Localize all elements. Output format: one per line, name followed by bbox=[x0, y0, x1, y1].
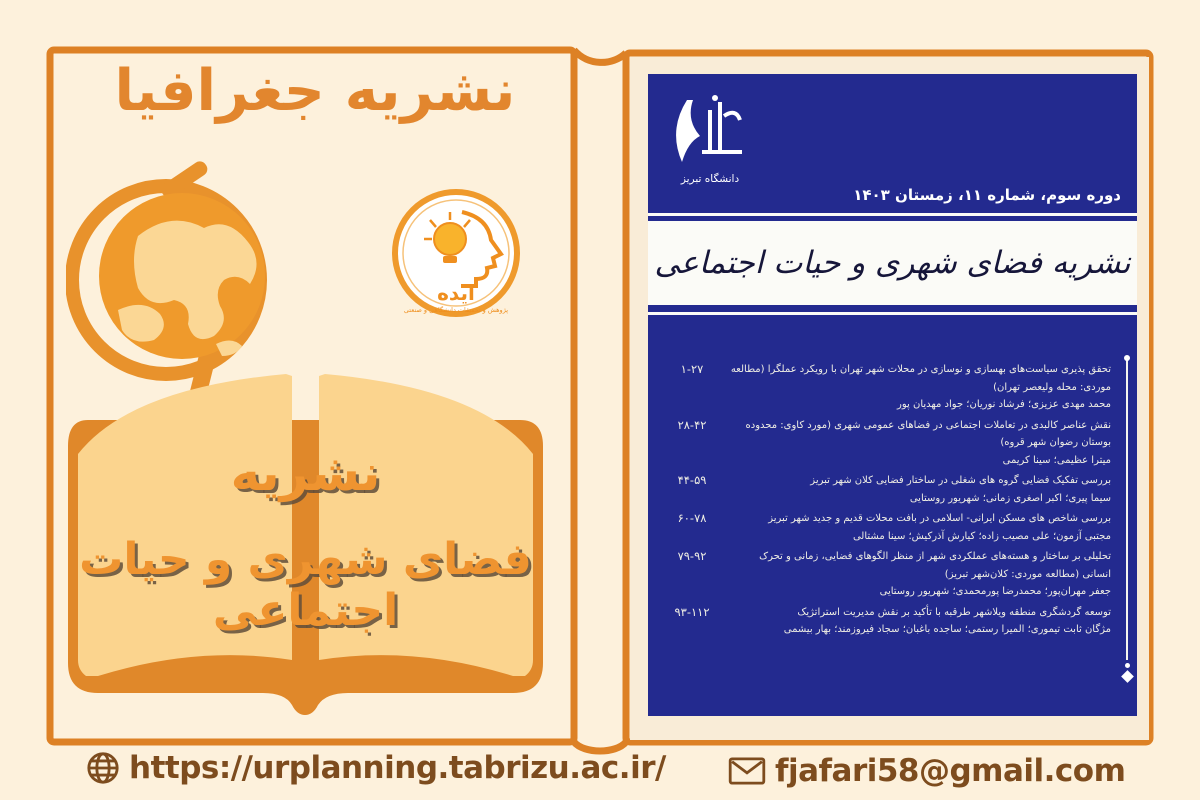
article-authors: جعفر مهران‌پور؛ محمدرضا پورمحمدی؛ شهریور روستایی bbox=[879, 586, 1111, 597]
article-authors: میترا عظیمی؛ سینا کریمی bbox=[1002, 454, 1111, 466]
article-authors: مجتبی آزمون؛ علی مصیب زاده؛ کیارش آذرکیش؛ سینا مشتالی bbox=[852, 530, 1111, 542]
page-range: ۲۸-۴۲ bbox=[677, 417, 707, 432]
divider-diamond bbox=[1121, 670, 1134, 683]
article-authors: سیما پیری؛ اکبر اصغری زمانی؛ شهریور روستایی bbox=[909, 492, 1111, 504]
title-band bbox=[648, 221, 1137, 305]
band-rule-bottom bbox=[648, 312, 1137, 315]
page-range: ۹۳-۱۱۲ bbox=[674, 604, 710, 619]
toc-row bbox=[656, 472, 1111, 507]
toc-divider-line bbox=[1126, 358, 1128, 660]
page-range: ۴۴-۵۹ bbox=[677, 473, 707, 487]
website-url: https://urplanning.tabrizu.ac.ir/ bbox=[129, 750, 666, 786]
toc-row bbox=[656, 604, 1111, 639]
globe-icon bbox=[86, 751, 120, 785]
book-title-line2: فضای شهری و حیات اجتماعی bbox=[79, 534, 532, 636]
divider-dot-bottom bbox=[1125, 663, 1130, 668]
article-title: تحقق پذیری سیاست‌های بهسازی و نوسازی در محلات شهر تهران با رویکرد عملگرا (مطالعه موردی: محله ولیعصر تهران) bbox=[730, 364, 1111, 393]
envelope-icon bbox=[728, 757, 766, 785]
lightbulb-icon bbox=[434, 223, 466, 255]
article-title: توسعه گردشگری منطقه ویلاشهر طرقبه با تأکید بر نقش مدیریت استراتژیک bbox=[797, 606, 1111, 618]
divider-dot-top bbox=[1124, 355, 1130, 361]
toc-row bbox=[656, 510, 1111, 545]
toc-row bbox=[656, 548, 1111, 601]
article-authors: محمد مهدی عزیزی؛ فرشاد نوریان؛ جواد مهدیان پور bbox=[897, 399, 1111, 410]
book-title-line1: نشریه bbox=[230, 444, 381, 502]
idea-logo-subtitle: پژوهش و تحقیقات دانشگاهی و صنعتی bbox=[403, 306, 509, 314]
article-title: بررسی تفکیک فضایی گروه های شغلی در ساختار فضایی کلان شهر تبریز bbox=[810, 475, 1111, 486]
journal-cover-page bbox=[630, 57, 1149, 740]
article-title: تحلیلی بر ساختار و هسته‌های عملکردی شهر از منظر الگوهای فضایی، زمانی و تحرک انسانی (مطالعه موردی: کلان‌شهر تبریز) bbox=[759, 551, 1111, 580]
idea-logo-name: ایده bbox=[437, 281, 475, 305]
toc-row bbox=[656, 361, 1111, 414]
article-title: بررسی شاخص های مسکن ایرانی- اسلامی در بافت محلات قدیم و جدید شهر تبریز bbox=[768, 513, 1111, 524]
email-row bbox=[728, 753, 1125, 789]
page-range: ۱-۲۷ bbox=[680, 362, 704, 376]
page-range: ۶۰-۷۸ bbox=[677, 511, 707, 525]
university-label: دانشگاه تبریز bbox=[680, 173, 740, 185]
page-title: نشریه جغرافیا bbox=[114, 58, 516, 124]
page-range: ۷۹-۹۲ bbox=[677, 549, 707, 563]
university-logo bbox=[662, 88, 754, 192]
issue-info: دوره سوم، شماره ۱۱، زمستان ۱۴۰۳ bbox=[853, 186, 1121, 204]
table-of-contents bbox=[656, 361, 1111, 642]
toc-row bbox=[656, 417, 1111, 470]
email-address: fjafari58@gmail.com bbox=[775, 753, 1126, 789]
journal-cover bbox=[648, 74, 1137, 716]
article-authors: مژگان ثابت تیموری؛ المیرا رستمی؛ ساجده باغبان؛ سجاد فیروزمند؛ بهار بیشمی bbox=[783, 624, 1111, 635]
idea-logo bbox=[390, 182, 522, 324]
journal-title-calligraphy: نشریه فضای شهری و حیات اجتماعی bbox=[654, 245, 1131, 281]
band-rule-top bbox=[648, 213, 1137, 216]
website-row bbox=[86, 750, 666, 786]
article-title: نقش عناصر کالبدی در تعاملات اجتماعی در فضاهای عمومی شهری (مورد کاوی: محدوده بوستان رضوان شهر قروه) bbox=[745, 419, 1111, 448]
